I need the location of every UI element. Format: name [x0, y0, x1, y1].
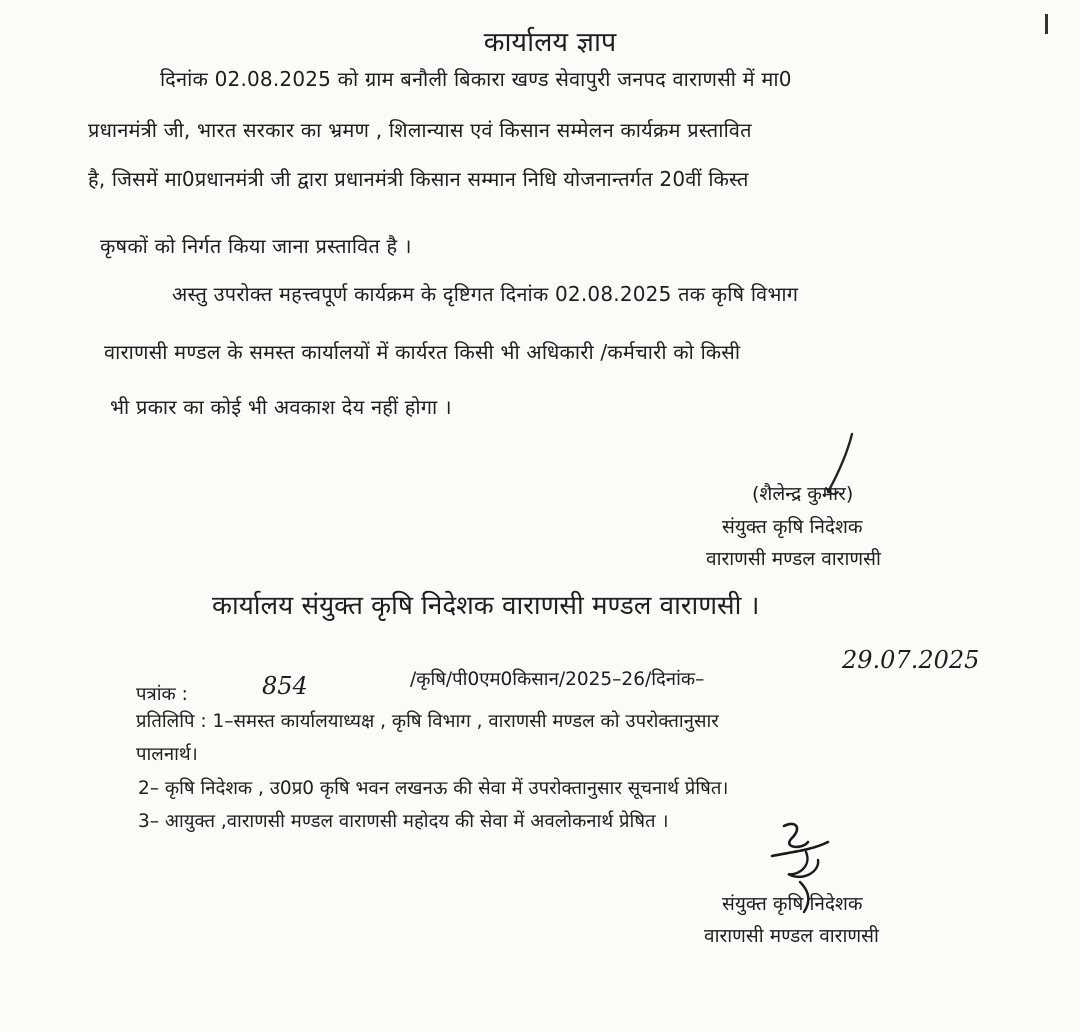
- copy-line-3: 3– आयुक्त ,वाराणसी मण्डल वाराणसी महोदय की सेवा में अवलोकनार्थ प्रेषित ।: [138, 811, 669, 832]
- reference-date: 29.07.2025: [842, 646, 980, 674]
- para2-line: भी प्रकार का कोई भी अवकाश देय नहीं होगा ।: [110, 395, 452, 419]
- para1-line: कृषकों को निर्गत किया जाना प्रस्तावित है ।: [100, 234, 412, 258]
- para2-line: वाराणसी मण्डल के समस्त कार्यालयों में कार्यरत किसी भी अधिकारी /कर्मचारी को किसी: [104, 340, 741, 364]
- signatory-name: (शैलेन्द्र कुमार): [752, 483, 854, 505]
- para1-line: प्रधानमंत्री जी, भारत सरकार का भ्रमण , शिलान्यास एवं किसान सम्मेलन कार्यक्रम प्रस्तावित: [88, 118, 752, 142]
- signatory2-designation: संयुक्त कृषि निदेशक: [722, 893, 863, 915]
- signatory-office: वाराणसी मण्डल वाराणसी: [706, 548, 881, 570]
- para1-line: है, जिसमें मा0प्रधानमंत्री जी द्वारा प्रधानमंत्री किसान सम्मान निधि योजनान्तर्गत 20वीं किस्त: [88, 167, 749, 191]
- signatory-designation: संयुक्त कृषि निदेशक: [722, 516, 863, 538]
- page-mark: [1045, 14, 1048, 34]
- reference-path: /कृषि/पी0एम0किसान/2025–26/दिनांक–: [410, 669, 705, 690]
- copy-line-1b: पालनार्थ।: [136, 744, 198, 765]
- copy-line-1: प्रतिलिपि : 1–समस्त कार्यालयाध्यक्ष , कृषि विभाग , वाराणसी मण्डल को उपरोक्तानुसार: [136, 711, 719, 732]
- signatory2-office: वाराणसी मण्डल वाराणसी: [704, 925, 879, 947]
- copy-line-2: 2– कृषि निदेशक , उ0प्र0 कृषि भवन लखनऊ की सेवा में उपरोक्तानुसार सूचनार्थ प्रेषित।: [138, 778, 729, 799]
- para2-line: अस्तु उपरोक्त महत्त्वपूर्ण कार्यक्रम के दृष्टिगत दिनांक 02.08.2025 तक कृषि विभाग: [172, 282, 799, 306]
- para1-line: दिनांक 02.08.2025 को ग्राम बनौली बिकारा खण्ड सेवापुरी जनपद वाराणसी में मा0: [160, 67, 792, 91]
- reference-number: 854: [262, 672, 308, 700]
- office-heading: कार्यालय संयुक्त कृषि निदेशक वाराणसी मण्डल वाराणसी ।: [212, 591, 760, 621]
- reference-label: पत्रांक :: [136, 684, 188, 705]
- memo-title: कार्यालय ज्ञाप: [483, 27, 617, 58]
